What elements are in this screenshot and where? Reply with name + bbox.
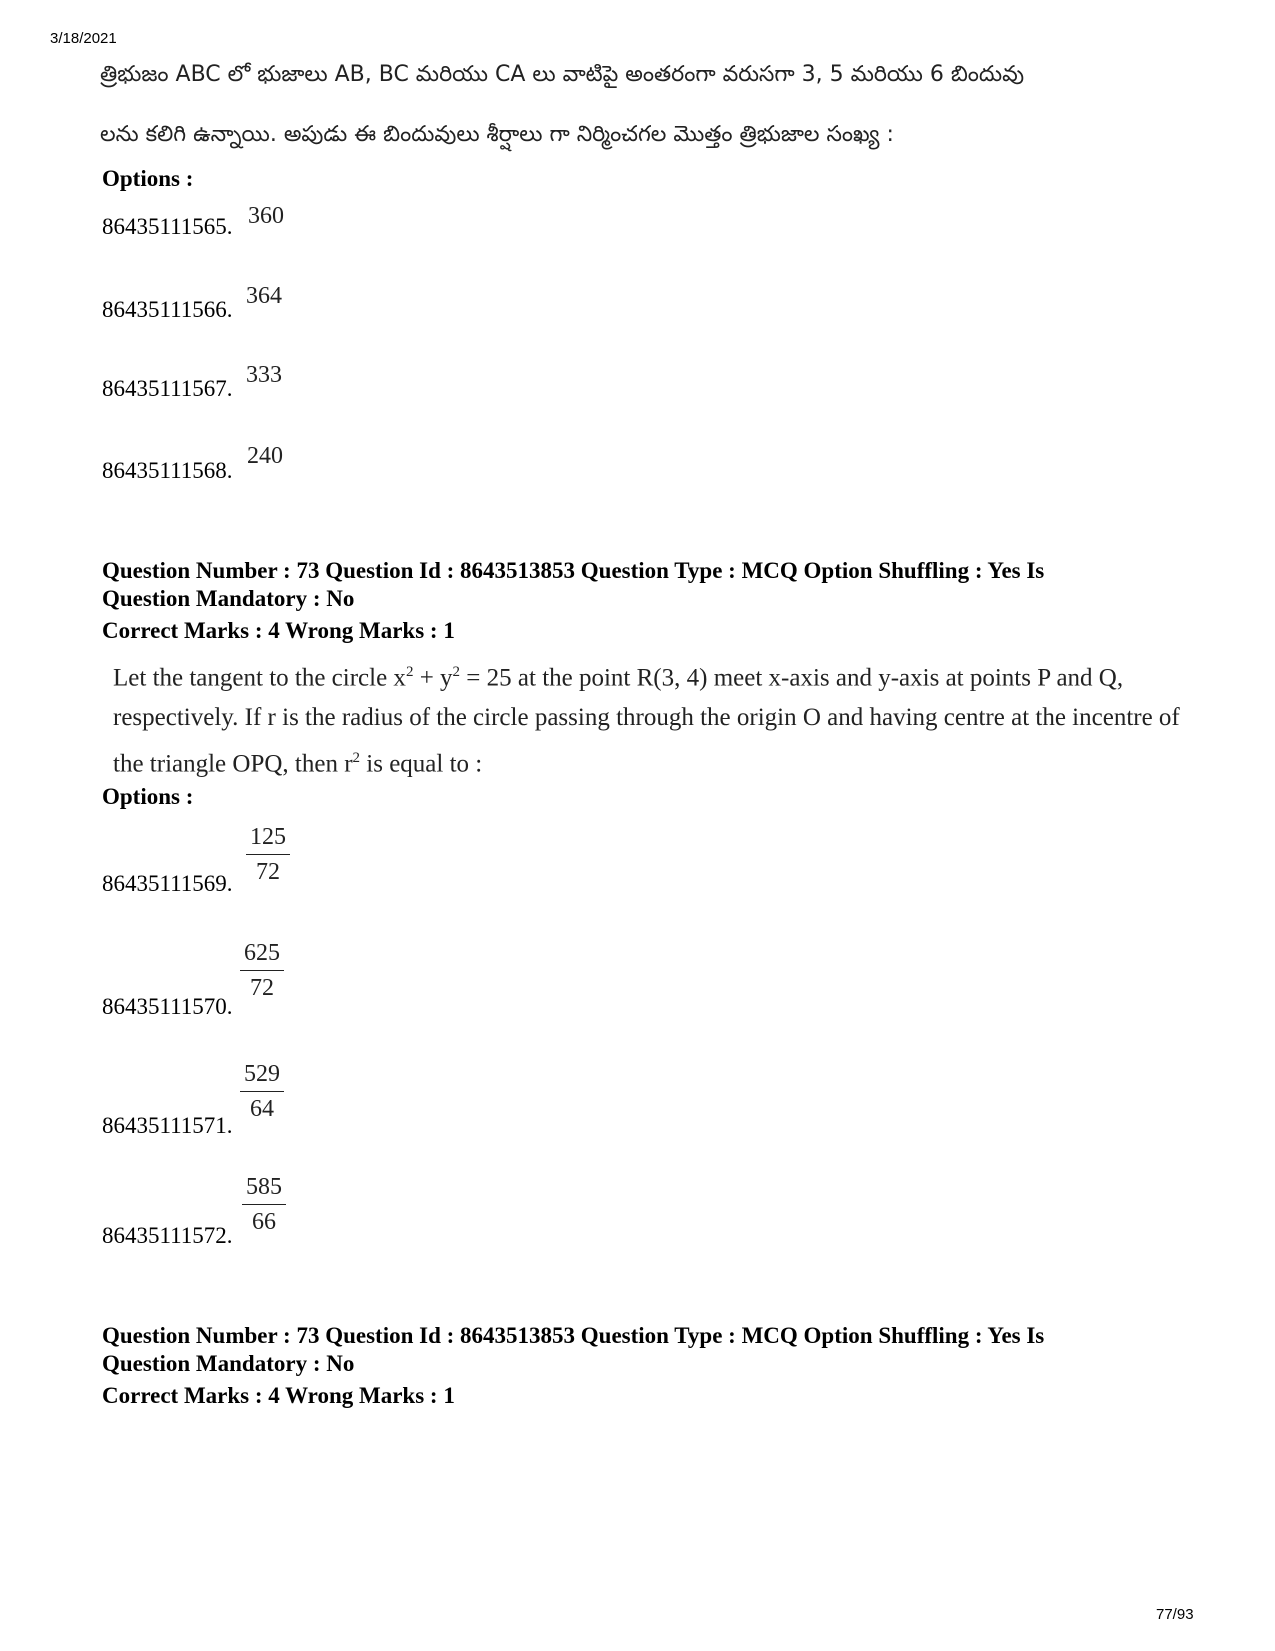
question-meta-line1: Question Number : 73 Question Id : 8643513853 Question Type : MCQ Option Shuffling : Yes Is xyxy=(102,1323,1045,1348)
question-meta-line2: Question Mandatory : No xyxy=(102,1351,355,1376)
option-fraction xyxy=(242,1172,286,1237)
question-text-part1: Let the tangent to the circle x xyxy=(113,664,406,692)
option-value: 360 xyxy=(248,203,284,229)
option-value: 240 xyxy=(247,443,283,469)
question-text-part4: is equal to : xyxy=(360,750,483,778)
fraction-denominator: 66 xyxy=(252,1209,276,1235)
question-meta-line2: Question Mandatory : No xyxy=(102,586,355,611)
question-meta xyxy=(102,557,1202,613)
exponent: 2 xyxy=(452,664,461,680)
question-text-telugu-line2: లను కలిగి ఉన్నాయి. అపుడు ఈ బిందువులు శీర్షాలు గా నిర్మించగల మొత్తం త్రిభుజాల సంఖ్య : xyxy=(100,122,894,147)
fraction-numerator: 585 xyxy=(242,1172,286,1205)
option-value: 364 xyxy=(246,283,282,309)
fraction-denominator: 72 xyxy=(250,975,274,1001)
question-text-telugu-line1: త్రిభుజం ABC లో భుజాలు AB, BC మరియు CA లు వాటిపై అంతరంగా వరుసగా 3, 5 మరియు 6 బిందువు xyxy=(100,62,1025,87)
option-id: 86435111568. xyxy=(102,458,233,483)
option-id: 86435111571. xyxy=(102,1113,233,1138)
option-fraction xyxy=(240,938,284,1003)
option-id: 86435111565. xyxy=(102,214,233,239)
fraction-numerator: 125 xyxy=(246,822,290,855)
options-label: Options : xyxy=(102,166,194,191)
options-label: Options : xyxy=(102,784,194,809)
print-date: 3/18/2021 xyxy=(50,30,117,47)
question-text xyxy=(113,652,1203,785)
next-question-marks: Correct Marks : 4 Wrong Marks : 1 xyxy=(102,1383,455,1408)
option-value: 333 xyxy=(246,362,282,388)
option-id: 86435111570. xyxy=(102,994,233,1019)
fraction-numerator: 625 xyxy=(240,938,284,971)
question-text-part2: + y xyxy=(413,664,453,692)
question-meta-line1: Question Number : 73 Question Id : 8643513853 Question Type : MCQ Option Shuffling : Yes Is xyxy=(102,558,1045,583)
fraction-denominator: 72 xyxy=(256,859,280,885)
option-id: 86435111567. xyxy=(102,376,233,401)
fraction-denominator: 64 xyxy=(250,1096,274,1122)
page-number: 77/93 xyxy=(1156,1606,1194,1623)
option-fraction xyxy=(246,822,290,887)
option-id: 86435111569. xyxy=(102,871,233,896)
option-id: 86435111566. xyxy=(102,297,233,322)
option-id: 86435111572. xyxy=(102,1223,233,1248)
next-question-meta xyxy=(102,1322,1202,1378)
question-text-part3: = 25 at the point R(3, 4) meet x-axis and y-axis at points P and Q, respectively. If r is the radius of the circle passing through the origin O and having centre at the incentre of the triangle OPQ, then r xyxy=(113,664,1180,778)
question-marks: Correct Marks : 4 Wrong Marks : 1 xyxy=(102,618,455,643)
exponent: 2 xyxy=(405,664,414,680)
exponent: 2 xyxy=(352,750,361,767)
option-fraction xyxy=(240,1059,284,1124)
fraction-numerator: 529 xyxy=(240,1059,284,1092)
